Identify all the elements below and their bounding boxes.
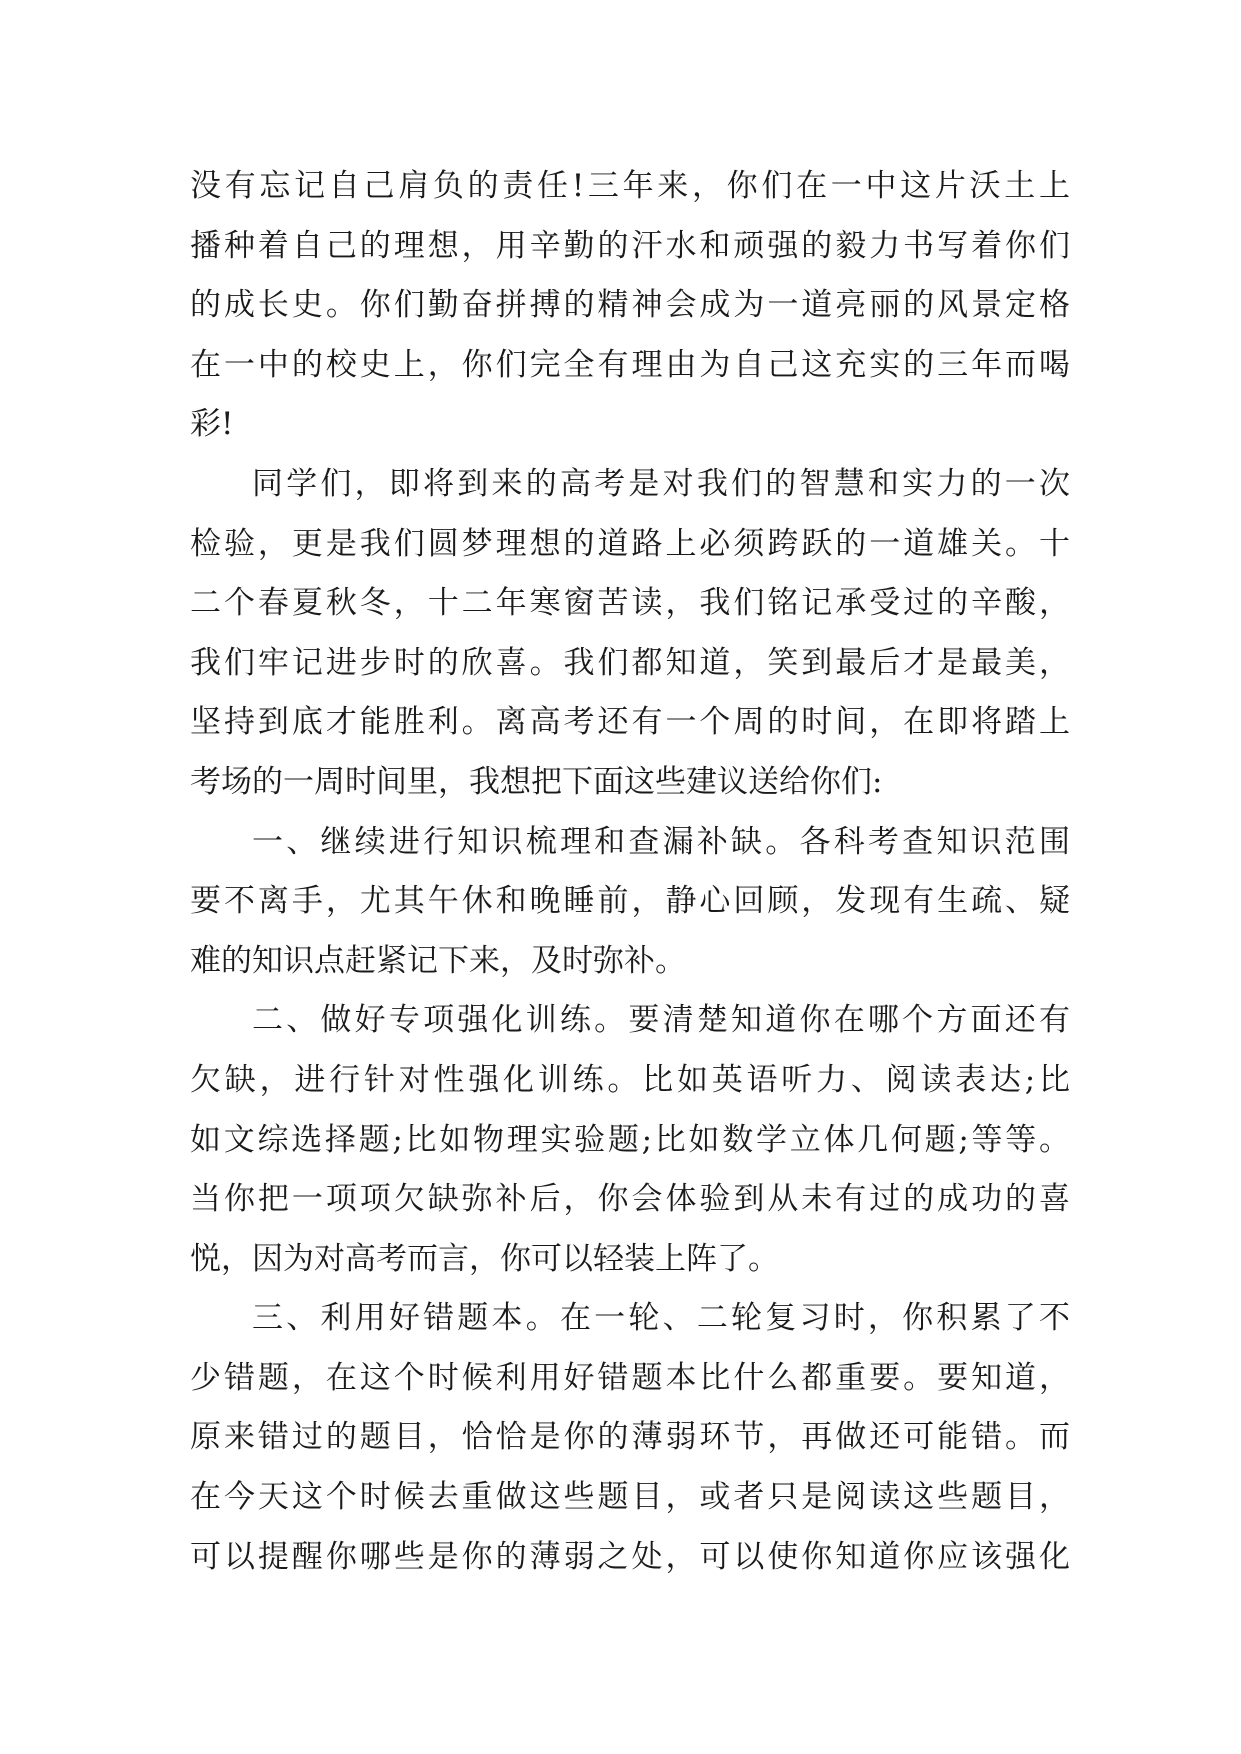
text-line: 少错题，在这个时候利用好错题本比什么都重要。要知道， (190, 1359, 1070, 1396)
text-line: 彩! (190, 406, 234, 443)
text-line: 播种着自己的理想，用辛勤的汗水和顽强的毅力书写着你们 (190, 227, 1070, 264)
text-line: 坚持到底才能胜利。离高考还有一个周的时间，在即将踏上 (190, 704, 1070, 741)
text-line: 检验，更是我们圆梦理想的道路上必须跨跃的一道雄关。十 (190, 525, 1070, 562)
text-line: 原来错过的题目，恰恰是你的薄弱环节，再做还可能错。而 (190, 1419, 1070, 1456)
paragraph (190, 1289, 1070, 1587)
paragraph (190, 455, 1070, 813)
text-line: 欠缺，进行针对性强化训练。比如英语听力、阅读表达;比 (190, 1061, 1070, 1098)
text-line: 悦，因为对高考而言，你可以轻装上阵了。 (190, 1240, 779, 1277)
text-line: 二、做好专项强化训练。要清楚知道你在哪个方面还有 (252, 1002, 1070, 1039)
text-line: 当你把一项项欠缺弥补后，你会体验到从未有过的成功的喜 (190, 1181, 1070, 1218)
paragraph (190, 813, 1070, 992)
text-line: 要不离手，尤其午休和晚睡前，静心回顾，发现有生疏、疑 (190, 883, 1070, 920)
paragraph (190, 157, 1070, 455)
text-line: 考场的一周时间里，我想把下面这些建议送给你们: (190, 763, 883, 800)
text-line: 如文综选择题;比如物理实验题;比如数学立体几何题;等等。 (190, 1121, 1070, 1158)
text-line: 三、利用好错题本。在一轮、二轮复习时，你积累了不 (252, 1300, 1070, 1337)
text-line: 在今天这个时候去重做这些题目，或者只是阅读这些题目， (190, 1479, 1070, 1516)
paragraph (190, 991, 1070, 1289)
text-line: 在一中的校史上，你们完全有理由为自己这充实的三年而喝 (190, 346, 1070, 383)
text-line: 二个春夏秋冬，十二年寒窗苦读，我们铭记承受过的辛酸， (190, 585, 1070, 622)
text-line: 一、继续进行知识梳理和查漏补缺。各科考查知识范围 (252, 823, 1070, 860)
text-line: 没有忘记自己肩负的责任!三年来，你们在一中这片沃土上 (190, 168, 1070, 204)
text-line: 同学们，即将到来的高考是对我们的智慧和实力的一次 (252, 465, 1070, 502)
document-text-body (190, 157, 1070, 1587)
text-line: 可以提醒你哪些是你的薄弱之处，可以使你知道你应该强化 (190, 1538, 1070, 1575)
text-line: 难的知识点赶紧记下来，及时弥补。 (190, 942, 686, 979)
text-line: 的成长史。你们勤奋拼搏的精神会成为一道亮丽的风景定格 (190, 287, 1070, 324)
text-line: 我们牢记进步时的欣喜。我们都知道，笑到最后才是最美， (190, 644, 1070, 681)
